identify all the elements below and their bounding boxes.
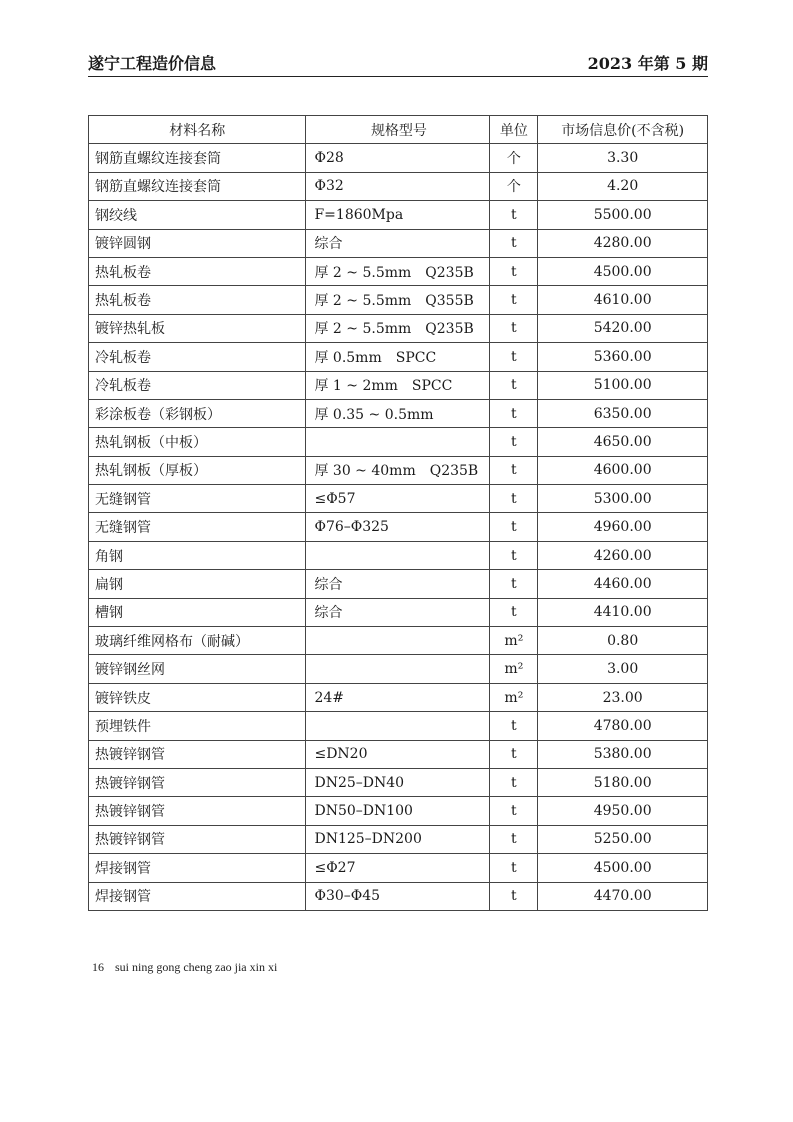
table-row — [89, 371, 708, 399]
unit-cell: 个 — [490, 172, 538, 200]
publication-title: 遂宁工程造价信息 — [88, 54, 217, 73]
spec-cell — [306, 428, 490, 456]
page-number: 16 — [92, 960, 104, 974]
unit-cell: m² — [490, 627, 538, 655]
material-name-cell: 焊接钢管 — [89, 882, 306, 910]
material-name-cell: 冷轧板卷 — [89, 371, 306, 399]
price-cell: 4280.00 — [538, 229, 708, 257]
issue-label: 2023 年第 5 期 — [587, 54, 708, 73]
price-cell: 5500.00 — [538, 201, 708, 229]
unit-cell: t — [490, 570, 538, 598]
table-row — [89, 456, 708, 484]
unit-cell: t — [490, 229, 538, 257]
price-cell: 4780.00 — [538, 712, 708, 740]
unit-cell: t — [490, 485, 538, 513]
table-row — [89, 144, 708, 172]
table-header-row — [89, 116, 708, 144]
spec-cell: Φ32 — [306, 172, 490, 200]
table-body — [89, 144, 708, 911]
spec-cell — [306, 541, 490, 569]
unit-cell: t — [490, 712, 538, 740]
spec-cell: DN25–DN40 — [306, 768, 490, 796]
column-header-spec: 规格型号 — [306, 116, 490, 144]
table-row — [89, 485, 708, 513]
table-row — [89, 655, 708, 683]
spec-cell — [306, 627, 490, 655]
unit-cell: t — [490, 343, 538, 371]
price-cell: 5420.00 — [538, 314, 708, 342]
table-row — [89, 627, 708, 655]
material-name-cell: 热镀锌钢管 — [89, 797, 306, 825]
price-cell: 5380.00 — [538, 740, 708, 768]
table-row — [89, 314, 708, 342]
price-cell: 4260.00 — [538, 541, 708, 569]
price-cell: 0.80 — [538, 627, 708, 655]
material-name-cell: 镀锌铁皮 — [89, 683, 306, 711]
price-cell: 5100.00 — [538, 371, 708, 399]
spec-cell: DN125–DN200 — [306, 825, 490, 853]
spec-cell: ≤Φ57 — [306, 485, 490, 513]
price-cell: 4460.00 — [538, 570, 708, 598]
unit-cell: t — [490, 371, 538, 399]
spec-cell: 综合 — [306, 598, 490, 626]
table-row — [89, 683, 708, 711]
unit-cell: t — [490, 825, 538, 853]
spec-cell: 厚 2 ~ 5.5mm Q235B — [306, 314, 490, 342]
material-name-cell: 扁钢 — [89, 570, 306, 598]
page-header — [88, 48, 708, 74]
unit-cell: t — [490, 428, 538, 456]
price-cell: 4610.00 — [538, 286, 708, 314]
unit-cell: t — [490, 399, 538, 427]
price-cell: 5250.00 — [538, 825, 708, 853]
spec-cell: Φ28 — [306, 144, 490, 172]
price-cell: 5360.00 — [538, 343, 708, 371]
unit-cell: m² — [490, 655, 538, 683]
material-name-cell: 热镀锌钢管 — [89, 768, 306, 796]
material-name-cell: 钢绞线 — [89, 201, 306, 229]
material-name-cell: 热轧钢板（厚板） — [89, 456, 306, 484]
spec-cell: 厚 2 ~ 5.5mm Q355B — [306, 286, 490, 314]
table-row — [89, 399, 708, 427]
unit-cell: t — [490, 201, 538, 229]
material-name-cell: 热镀锌钢管 — [89, 740, 306, 768]
material-name-cell: 热镀锌钢管 — [89, 825, 306, 853]
price-cell: 4500.00 — [538, 854, 708, 882]
material-name-cell: 冷轧板卷 — [89, 343, 306, 371]
spec-cell: ≤Φ27 — [306, 854, 490, 882]
unit-cell: t — [490, 314, 538, 342]
price-cell: 6350.00 — [538, 399, 708, 427]
material-name-cell: 镀锌圆钢 — [89, 229, 306, 257]
table-row — [89, 570, 708, 598]
spec-cell: 厚 1 ~ 2mm SPCC — [306, 371, 490, 399]
table-row — [89, 768, 708, 796]
table-row — [89, 825, 708, 853]
price-cell: 4.20 — [538, 172, 708, 200]
unit-cell: t — [490, 513, 538, 541]
unit-cell: t — [490, 854, 538, 882]
price-cell: 3.00 — [538, 655, 708, 683]
material-name-cell: 角钢 — [89, 541, 306, 569]
spec-cell — [306, 655, 490, 683]
price-cell: 4650.00 — [538, 428, 708, 456]
column-header-price: 市场信息价(不含税) — [538, 116, 708, 144]
spec-cell: 综合 — [306, 570, 490, 598]
unit-cell: t — [490, 456, 538, 484]
material-name-cell: 无缝钢管 — [89, 513, 306, 541]
unit-cell: t — [490, 286, 538, 314]
table-row — [89, 286, 708, 314]
unit-cell: t — [490, 797, 538, 825]
table-row — [89, 229, 708, 257]
material-name-cell: 焊接钢管 — [89, 854, 306, 882]
material-name-cell: 玻璃纤维网格布（耐碱） — [89, 627, 306, 655]
price-cell: 4470.00 — [538, 882, 708, 910]
material-name-cell: 钢筋直螺纹连接套筒 — [89, 144, 306, 172]
footer-text: sui ning gong cheng zao jia xin xi — [115, 960, 278, 974]
unit-cell: t — [490, 768, 538, 796]
price-table — [88, 115, 708, 911]
table-row — [89, 882, 708, 910]
column-header-unit: 单位 — [490, 116, 538, 144]
spec-cell: 厚 0.5mm SPCC — [306, 343, 490, 371]
spec-cell: ≤DN20 — [306, 740, 490, 768]
spec-cell — [306, 712, 490, 740]
table-row — [89, 172, 708, 200]
unit-cell: m² — [490, 683, 538, 711]
table-row — [89, 797, 708, 825]
material-name-cell: 彩涂板卷（彩钢板） — [89, 399, 306, 427]
spec-cell: Φ76–Φ325 — [306, 513, 490, 541]
price-cell: 4960.00 — [538, 513, 708, 541]
spec-cell: Φ30–Φ45 — [306, 882, 490, 910]
price-cell: 5300.00 — [538, 485, 708, 513]
material-name-cell: 热轧钢板（中板） — [89, 428, 306, 456]
spec-cell: 24# — [306, 683, 490, 711]
spec-cell: 厚 0.35 ~ 0.5mm — [306, 399, 490, 427]
column-header-name: 材料名称 — [89, 116, 306, 144]
unit-cell: t — [490, 257, 538, 285]
material-name-cell: 钢筋直螺纹连接套筒 — [89, 172, 306, 200]
unit-cell: 个 — [490, 144, 538, 172]
price-cell: 4500.00 — [538, 257, 708, 285]
table-row — [89, 541, 708, 569]
unit-cell: t — [490, 882, 538, 910]
spec-cell: F=1860Mpa — [306, 201, 490, 229]
spec-cell: 厚 2 ~ 5.5mm Q235B — [306, 257, 490, 285]
unit-cell: t — [490, 740, 538, 768]
table-row — [89, 513, 708, 541]
price-cell: 3.30 — [538, 144, 708, 172]
spec-cell: 综合 — [306, 229, 490, 257]
table-row — [89, 598, 708, 626]
spec-cell: 厚 30 ~ 40mm Q235B — [306, 456, 490, 484]
price-cell: 4600.00 — [538, 456, 708, 484]
price-cell: 5180.00 — [538, 768, 708, 796]
material-name-cell: 槽钢 — [89, 598, 306, 626]
price-cell: 4950.00 — [538, 797, 708, 825]
price-cell: 23.00 — [538, 683, 708, 711]
material-name-cell: 镀锌热轧板 — [89, 314, 306, 342]
material-name-cell: 热轧板卷 — [89, 257, 306, 285]
header-divider — [88, 76, 708, 77]
material-name-cell: 预埋铁件 — [89, 712, 306, 740]
unit-cell: t — [490, 598, 538, 626]
price-cell: 4410.00 — [538, 598, 708, 626]
table-row — [89, 712, 708, 740]
table-row — [89, 428, 708, 456]
page-footer — [92, 960, 277, 975]
table-row — [89, 740, 708, 768]
spec-cell: DN50–DN100 — [306, 797, 490, 825]
table-row — [89, 257, 708, 285]
table-row — [89, 201, 708, 229]
material-name-cell: 镀锌钢丝网 — [89, 655, 306, 683]
table-row — [89, 343, 708, 371]
material-name-cell: 热轧板卷 — [89, 286, 306, 314]
table-row — [89, 854, 708, 882]
material-name-cell: 无缝钢管 — [89, 485, 306, 513]
unit-cell: t — [490, 541, 538, 569]
